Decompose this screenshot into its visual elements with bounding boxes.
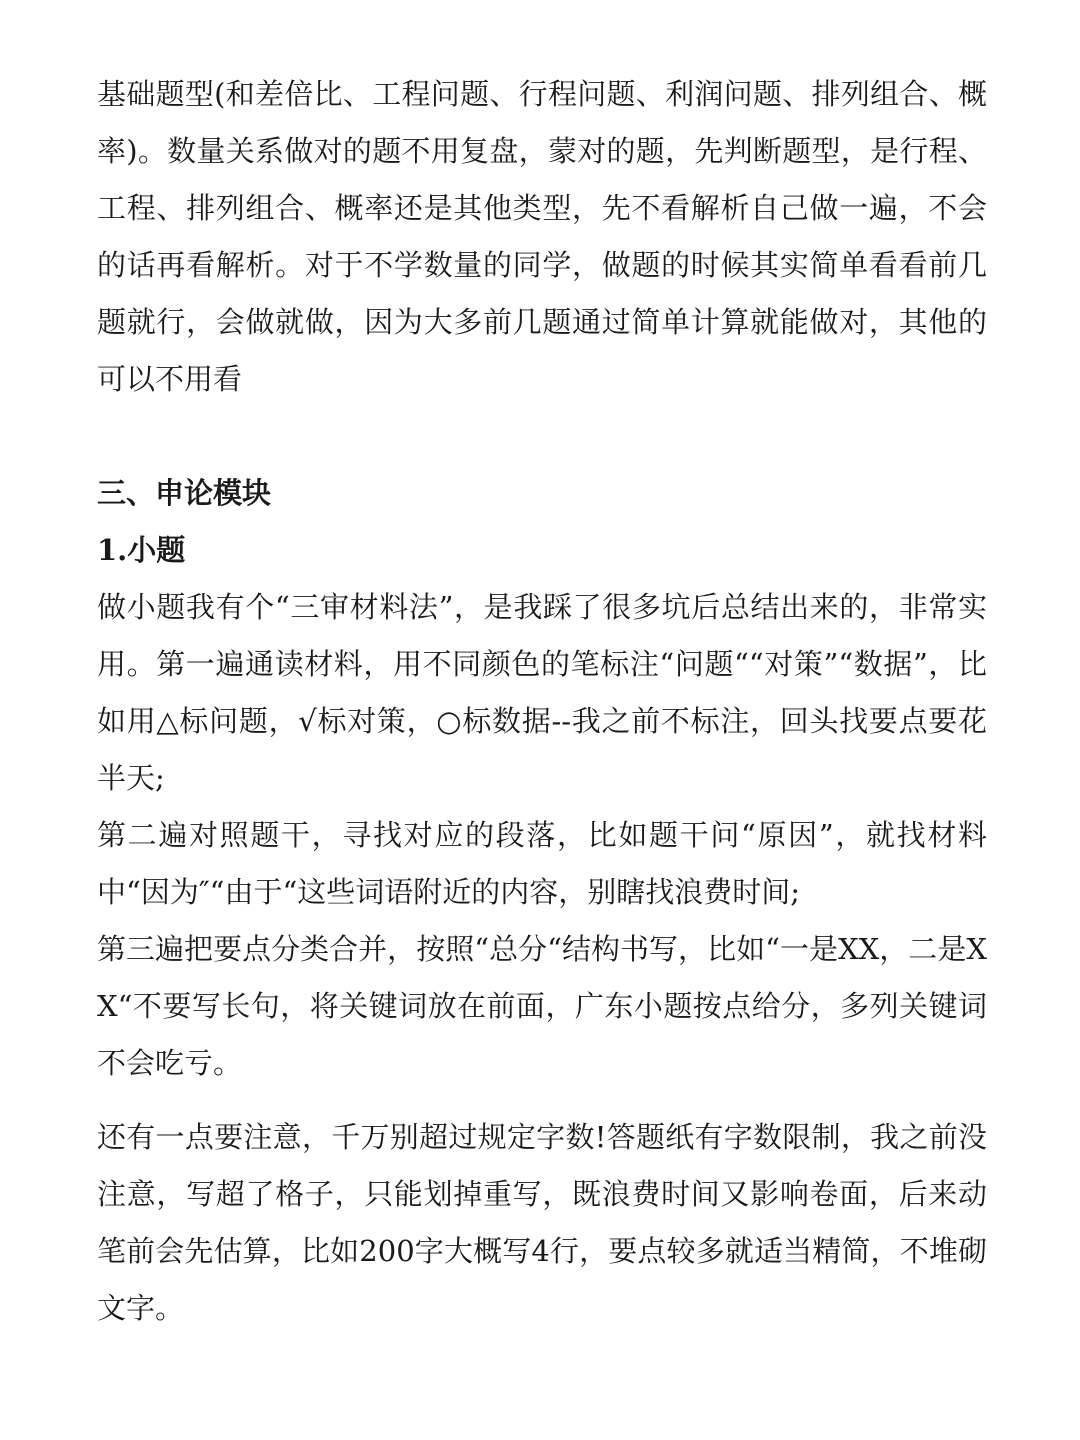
document-page xyxy=(97,66,987,1337)
section-spacer xyxy=(97,408,987,465)
paragraph-method-step-2: 第二遍对照题干，寻找对应的段落，比如题干问“原因”，就找材料中“因为″“由于“这些词语附近的内容，别瞎找浪费时间; xyxy=(97,818,987,909)
intro-paragraph: 基础题型(和差倍比、工程问题、行程问题、利润问题、排列组合、概率)。数量关系做对的题不用复盘，蒙对的题，先判断题型，是行程、工程、排列组合、概率还是其他类型，先不看解析自己做一遍，不会的话再看解析。对于不学数量的同学，做题的时候其实简单看看前几题就行，会做就做，因为大多前几题通过简单计算就能做对，其他的可以不用看 xyxy=(97,77,987,396)
paragraph-method-step-1: 做小题我有个“三审材料法”，是我踩了很多坑后总结出来的，非常实用。第一遍通读材料，用不同颜色的笔标注“问题““对策”“数据”，比如用△标问题，√标对策，○标数据--我之前不标注，回头找要点要花半天; xyxy=(97,590,987,795)
subsection-heading: 1.小题 xyxy=(97,533,186,567)
section-heading: 三、申论模块 xyxy=(97,476,272,510)
paragraph-method-step-3: 第三遍把要点分类合并，按照“总分“结构书写，比如“一是XX，二是XX“不要写长句，将关键词放在前面，广东小题按点给分，多列关键词不会吃亏。 xyxy=(97,932,987,1080)
closing-paragraph: 还有一点要注意，千万别超过规定字数!答题纸有字数限制，我之前没注意，写超了格子，只能划掉重写，既浪费时间又影响卷面，后来动笔前会先估算，比如200字大概写4行，要点较多就适当精简，不堆砌文字。 xyxy=(97,1120,987,1325)
paragraph-spacer xyxy=(97,1092,987,1109)
